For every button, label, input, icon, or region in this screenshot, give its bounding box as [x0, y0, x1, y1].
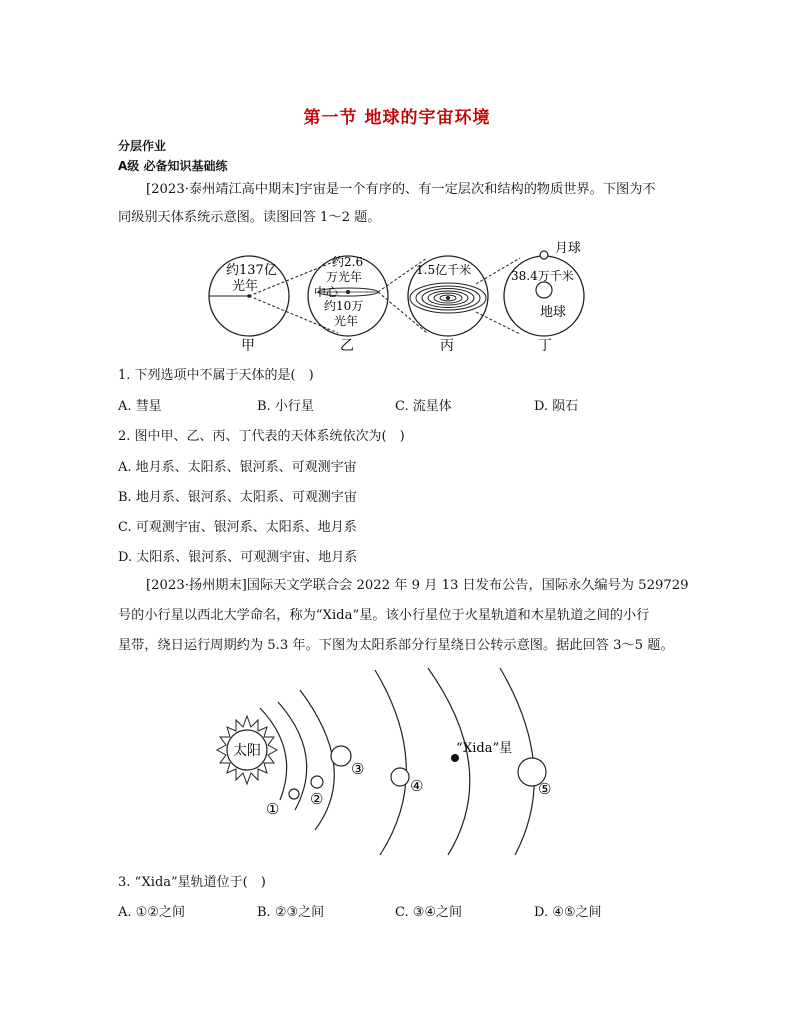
jia-label: 甲 [241, 338, 255, 354]
q2-option-b: B. 地月系、银河系、太阳系、可观测宇宙 [118, 490, 357, 505]
q2-option-c: C. 可观测宇宙、银河系、太阳系、地月系 [118, 520, 357, 535]
yi-label: 乙 [340, 338, 354, 354]
diagram-jia [209, 256, 289, 354]
q3-stem: 3. “Xida”星轨道位于( ) [118, 875, 266, 890]
yi-text3: 约10万 [324, 299, 364, 313]
q3-option-d: D. ④⑤之间 [534, 905, 602, 920]
ding-moon: 月球 [555, 241, 582, 256]
jia-text2: 光年 [232, 279, 259, 294]
yi-text2: 万光年 [326, 270, 363, 284]
passage2-line3: 星带，绕日运行周期约为 5.3 年。下图为太阳系部分行星绕日公转示意图。据此回答 3～5 题。 [118, 638, 674, 653]
section-heading: 分层作业 [118, 139, 167, 153]
diagram-ding [504, 240, 584, 354]
ding-dist: 38.4万千米 [511, 269, 574, 283]
q1-option-d: D. 陨石 [534, 399, 579, 414]
q1-stem: 1. 下列选项中不属于天体的是( ) [118, 368, 314, 383]
q3-option-c: C. ③④之间 [395, 905, 463, 920]
ding-label: 丁 [538, 338, 552, 354]
planet-5-label: ⑤ [538, 780, 552, 798]
yi-center: 中心 [314, 285, 339, 299]
planet-3-label: ③ [351, 760, 365, 778]
planet-1-label: ① [266, 800, 280, 818]
level-heading: A级 必备知识基础练 [118, 159, 228, 173]
diagram-bing [408, 256, 488, 354]
passage2-line1: [2023·扬州期末]国际天文学联合会 2022 年 9 月 13 日发布公告，国际永久编号为 529729 [146, 578, 689, 593]
q2-option-d: D. 太阳系、银河系、可观测宇宙、地月系 [118, 550, 358, 565]
q3-option-b: B. ②③之间 [257, 905, 325, 920]
passage1-line1: [2023·泰州靖江高中期末]宇宙是一个有序的、有一定层次和结构的物质世界。下图为不 [146, 182, 656, 197]
yi-text1: 约2.6 [332, 255, 364, 269]
jia-text1: 约137亿 [226, 263, 277, 278]
planet-4-label: ④ [410, 777, 424, 795]
passage2-line2: 号的小行星以西北大学命名，称为“Xida”星。该小行星位于火星轨道和木星轨道之间的小行 [118, 608, 650, 623]
diagram-yi [308, 255, 388, 354]
page-title: 第一节 地球的宇宙环境 [303, 108, 491, 128]
bing-label: 丙 [440, 338, 454, 354]
q1-option-c: C. 流星体 [395, 399, 452, 414]
ding-earth: 地球 [540, 305, 567, 320]
solar-orbits-figure [200, 660, 580, 860]
passage1-line2: 同级别天体系统示意图。读图回答 1～2 题。 [118, 210, 381, 225]
bing-text: 1.5亿千米 [416, 263, 472, 277]
q3-option-a: A. ①②之间 [118, 905, 185, 920]
planet-2-label: ② [310, 790, 324, 808]
celestial-systems-figure [200, 236, 620, 356]
q2-stem: 2. 图中甲、乙、丙、丁代表的天体系统依次为( ) [118, 429, 405, 444]
sun-label: 太阳 [233, 743, 261, 759]
q1-option-a: A. 彗星 [118, 399, 162, 414]
yi-text4: 光年 [334, 314, 359, 328]
q1-option-b: B. 小行星 [257, 399, 314, 414]
q2-option-a: A. 地月系、太阳系、银河系、可观测宇宙 [118, 460, 357, 475]
xida-label: “Xida”星 [456, 741, 513, 756]
